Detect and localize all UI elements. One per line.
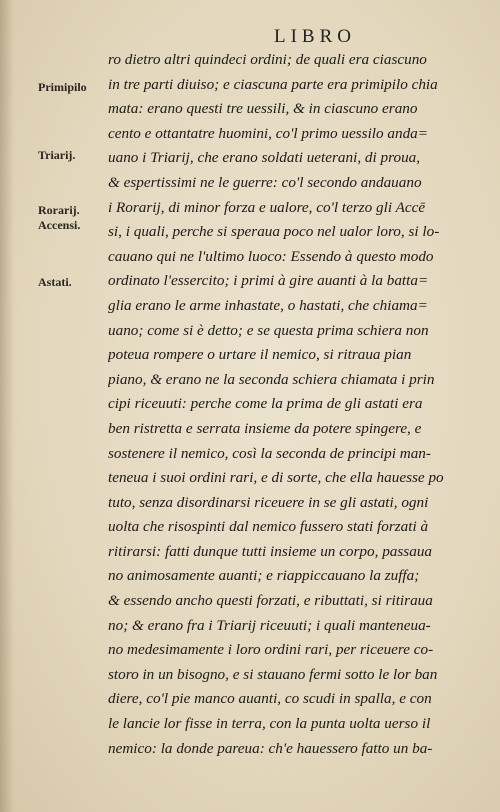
body-text xyxy=(108,48,472,761)
text-line: diere, co'l pie manco auanti, co scudi in spalla, e con xyxy=(108,690,432,708)
text-line: tuto, senza disordinarsi riceuere in se gli astati, ogni xyxy=(108,493,429,511)
header-title: LIBRO xyxy=(274,26,356,47)
text-line: piano, & erano ne la seconda schiera chiamata i prin xyxy=(108,370,435,388)
text-line: uano i Triarij, che erano soldati ueterani, di proua, xyxy=(108,149,421,167)
text-line: ben ristretta e serrata insieme da potere spingere, e xyxy=(108,419,422,437)
text-line: ordinato l'essercito; i primi à gire auanti à la batta= xyxy=(108,272,429,290)
text-line: cauano qui ne l'ultimo luoco: Essendo à questo modo xyxy=(108,247,434,265)
text-line: poteua rompere o urtare il nemico, si ritraua pian xyxy=(108,346,412,364)
running-header xyxy=(0,26,500,48)
margin-note-triarij: Triarij. xyxy=(38,148,76,162)
text-line: ritirarsi: fatti dunque tutti insieme un corpo, passaua xyxy=(108,542,433,560)
text-line: uolta che risospinti dal nemico fussero stati forzati à xyxy=(108,518,429,536)
text-line: cento e ottantatre huomini, co'l primo uessilo anda= xyxy=(108,124,429,142)
text-line: ro dietro altri quindeci ordini; de quali era ciascuno xyxy=(108,51,427,68)
margin-note-astati: Astati. xyxy=(38,275,72,289)
text-line: storo in un bisogno, e si stauano fermi sotto le lor ban xyxy=(108,665,438,683)
text-line: sostenere il nemico, così la seconda de principi man- xyxy=(108,444,431,462)
margin-note-accensi: Accensi. xyxy=(38,218,81,232)
text-line: i Rorarij, di minor forza e ualore, co'l terzo gli Accē xyxy=(108,198,426,216)
text-line: teneua i suoi ordini rari, e di sorte, che ella hauesse po xyxy=(108,469,444,487)
text-line: cipi riceuuti: perche come la prima de gli astati era xyxy=(108,395,423,413)
text-line: & espertissimi ne le guerre: co'l secondo andauano xyxy=(108,173,422,191)
text-line: nemico: la donde pareua: ch'e hauessero fatto un ba- xyxy=(108,739,433,757)
text-line: & essendo ancho questi forzati, e ributtati, si ritiraua xyxy=(108,592,433,610)
margin-note-rorarij: Rorarij. xyxy=(38,203,80,217)
text-line: glia erano le arme inhastate, o hastati, che chiama= xyxy=(108,296,428,314)
gutter-shadow xyxy=(0,0,14,812)
text-line: no; & erano fra i Triarij riceuuti; i quali manteneua- xyxy=(108,616,431,634)
text-line: no animosamente auanti; e riappiccauano la zuffa; xyxy=(108,567,420,585)
text-line: uano; come si è detto; e se questa prima schiera non xyxy=(108,321,429,339)
text-line: no medesimamente i loro ordini rari, per riceuere co- xyxy=(108,641,434,659)
text-line: in tre parti diuiso; e ciascuna parte era primipilo chia xyxy=(108,75,438,93)
text-line: si, i quali, perche si speraua poco nel ualor loro, si lo- xyxy=(108,223,440,241)
text-line: mata: erano questi tre uessili, & in ciascuno erano xyxy=(108,100,418,118)
text-line: le lancie lor fisse in terra, con la punta uolta uerso il xyxy=(108,715,431,733)
margin-note-primipilo: Primipilo xyxy=(38,80,87,94)
